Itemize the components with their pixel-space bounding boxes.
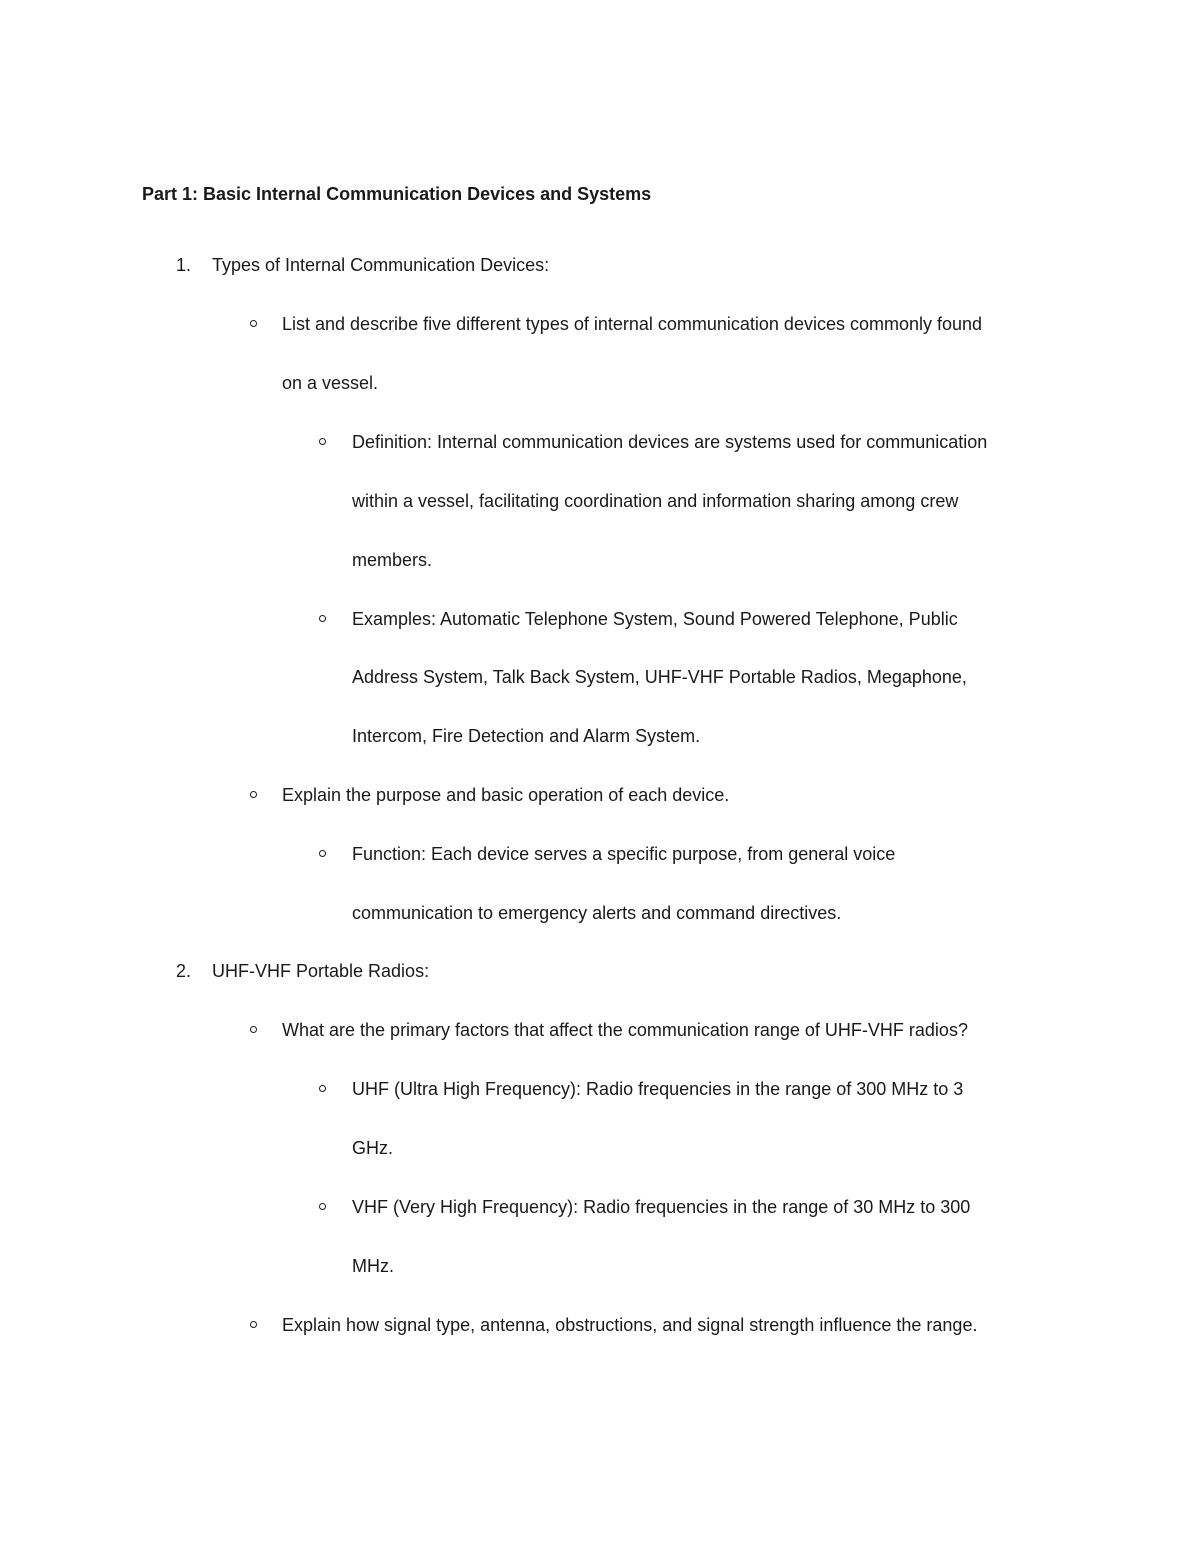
hollow-bullet-icon xyxy=(319,438,326,445)
page-heading: Part 1: Basic Internal Communication Devices and Systems xyxy=(142,184,652,204)
section-1-question-1-line-2: on a vessel. xyxy=(282,373,379,393)
definition-line-3: members. xyxy=(352,550,433,570)
examples-line-3: Intercom, Fire Detection and Alarm System. xyxy=(352,726,701,746)
hollow-bullet-icon xyxy=(250,1321,257,1328)
section-1-number: 1. xyxy=(176,255,192,275)
uhf-line-2: GHz. xyxy=(352,1138,394,1158)
examples-line-2: Address System, Talk Back System, UHF-VHF Portable Radios, Megaphone, xyxy=(352,667,967,687)
vhf-line-1: VHF (Very High Frequency): Radio frequencies in the range of 30 MHz to 300 xyxy=(352,1197,971,1217)
definition-line-2: within a vessel, facilitating coordination and information sharing among crew xyxy=(352,491,959,511)
uhf-line-1: UHF (Ultra High Frequency): Radio frequencies in the range of 300 MHz to 3 xyxy=(352,1079,964,1099)
section-2-title: UHF-VHF Portable Radios: xyxy=(212,961,430,981)
examples-line-1: Examples: Automatic Telephone System, Sound Powered Telephone, Public xyxy=(352,609,958,629)
vhf-line-2: MHz. xyxy=(352,1256,394,1276)
hollow-bullet-icon xyxy=(319,1203,326,1210)
hollow-bullet-icon xyxy=(250,1026,257,1033)
section-1-question-2: Explain the purpose and basic operation of each device. xyxy=(282,785,730,805)
section-2-question-1: What are the primary factors that affect the communication range of UHF-VHF radios? xyxy=(282,1020,968,1040)
function-line-2: communication to emergency alerts and command directives. xyxy=(352,903,842,923)
hollow-bullet-icon xyxy=(250,791,257,798)
function-line-1: Function: Each device serves a specific purpose, from general voice xyxy=(352,844,896,864)
hollow-bullet-icon xyxy=(319,1085,326,1092)
section-2-question-2: Explain how signal type, antenna, obstructions, and signal strength influence the range. xyxy=(282,1315,978,1335)
hollow-bullet-icon xyxy=(319,615,326,622)
section-1-title: Types of Internal Communication Devices: xyxy=(212,255,550,275)
definition-line-1: Definition: Internal communication devices are systems used for communication xyxy=(352,432,988,452)
hollow-bullet-icon xyxy=(250,320,257,327)
section-1-question-1-line-1: List and describe five different types of internal communication devices commonly found xyxy=(282,314,983,334)
hollow-bullet-icon xyxy=(319,850,326,857)
section-2-number: 2. xyxy=(176,961,192,981)
